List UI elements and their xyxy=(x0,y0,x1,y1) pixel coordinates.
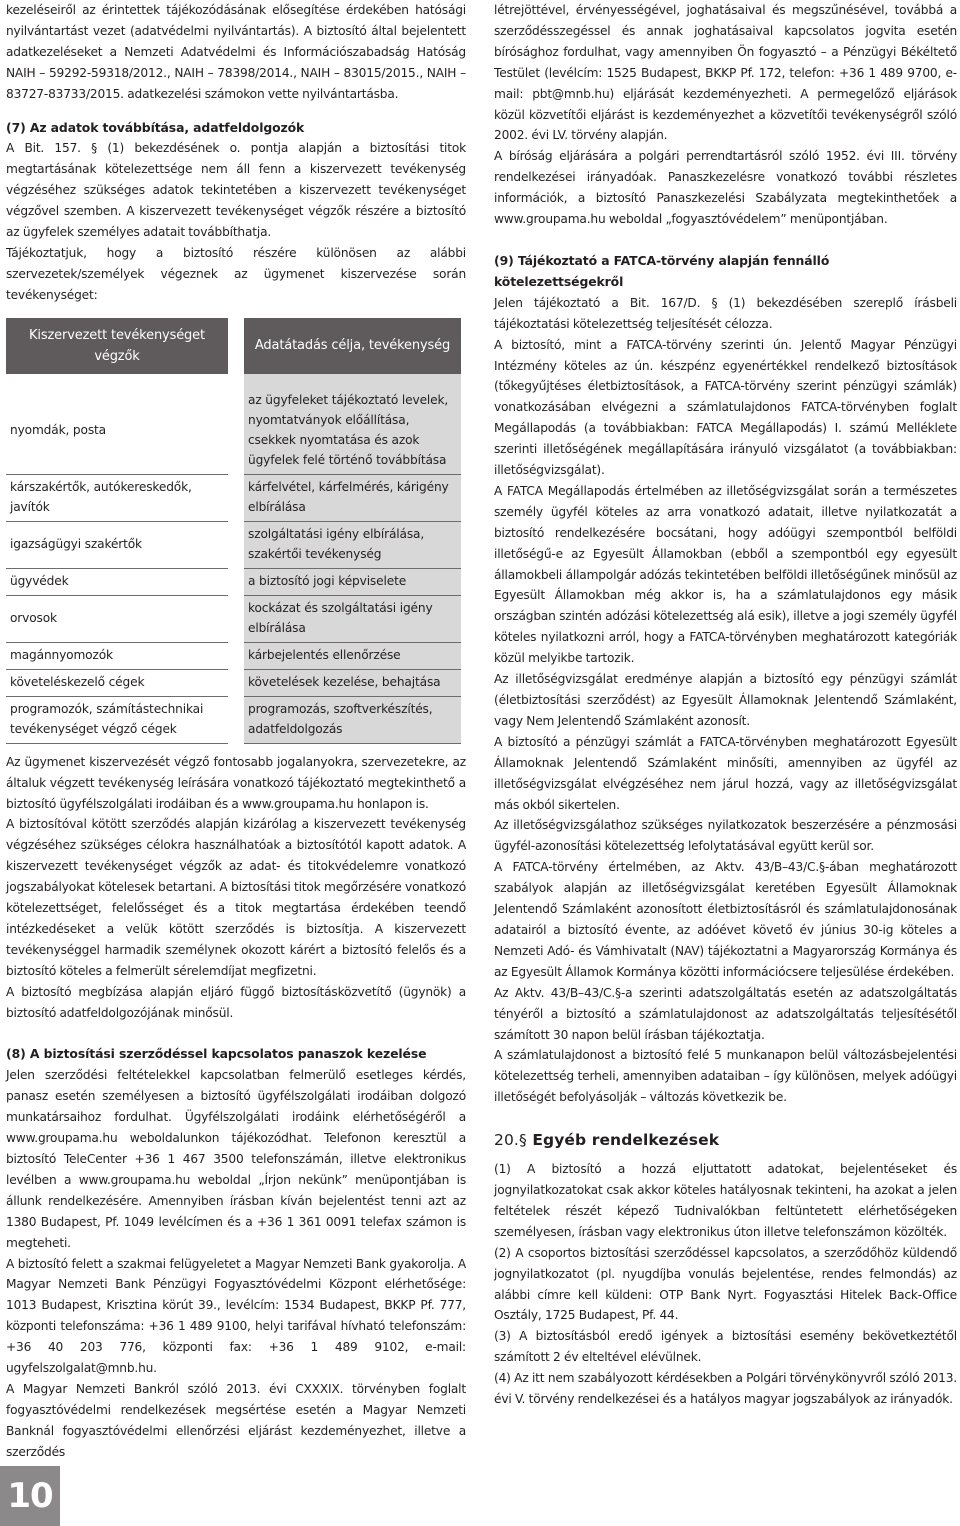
table-row xyxy=(6,669,461,696)
section-20-paragraph-1: (1) A biztosító a hozzá eljuttatott adatokat, bejelentéseket és jognyilatkozatokat csak akkor köteles hatályosnak tekinteni, ha azokat a jelen feltételek részét képező Tudnivalókban feltüntetett elérhetőségeken személyesen, írásban vagy elektronikus úton illetve telefonszámon közölték. xyxy=(494,1162,957,1239)
table-cell-purpose: szolgáltatási igény elbírálása, szakértői tevékenység xyxy=(236,521,461,568)
section-20-heading xyxy=(494,1129,957,1151)
section-7-paragraph-1: A Bit. 157. § (1) bekezdésének o. pontja alapján a biztosítási titok megtartásának kötelezettsége nem áll fenn a kiszervezett tevékenység végzéséhez szükséges adatok tekintetében a kiszervezett tevékenységet végzővel szemben. A kiszervezett tevékenységet végzők részére a biztosító az ügyfelek személyes adatait továbbíthatja. xyxy=(6,141,466,240)
table-cell-purpose: kárfelvétel, kárfelmérés, kárigény elbírálása xyxy=(236,474,461,521)
section-9-paragraph-4: Az illetőségvizsgálat eredménye alapján a biztosító egy pénzügyi számlát (életbiztosítási szerződést) az Egyesült Államoknak Jelentendő Számlaként, vagy Nem Jelentendő Számlaként azonosít. xyxy=(494,672,957,728)
page-number: 10 xyxy=(0,1466,60,1526)
table-cell-who: magánnyomozók xyxy=(6,642,236,669)
outsourcing-table xyxy=(6,318,461,744)
table-cell-purpose: az ügyfeleket tájékoztató levelek, nyomtatványok előállítása, csekkek nyomtatása és azok ügyfelek felé történő továbbítása xyxy=(236,374,461,475)
table-cell-who: kárszakértők, autókereskedők, javítók xyxy=(6,474,236,521)
section-8-paragraph-3: A Magyar Nemzeti Bankról szóló 2013. évi CXXXIX. törvényben foglalt fogyasztóvédelmi rendelkezések megsértése esetén a Magyar Nemzeti Banknál fogyasztóvédelmi ellenőrzési eljárást kezdeményezhet, illetve a szerződés xyxy=(6,1381,466,1459)
section-7-paragraph-2: Tájékoztatjuk, hogy a biztosító részére különösen az alábbi szervezetek/személyek végeznek az ügymenet kiszervezése során tevékenységet: xyxy=(6,245,466,302)
table-row xyxy=(6,568,461,595)
after-table-paragraph-3: A biztosító megbízása alapján eljáró függő biztosításközvetítő (ügynök) a biztosító adatfeldolgozójának minősül. xyxy=(6,984,466,1020)
section-20-paragraph-2: (2) A csoportos biztosítási szerződéssel kapcsolatos, a szerződőhöz küldendő jognyilatkozatot (pl. nyugdíjba vonulás bejelentése, rendes felmondás) az alábbi címre kell küldeni: OTP Bank Nyrt. Fogyasztási Hitelek Back-Office Osztály, 1725 Budapest, Pf. 44. xyxy=(494,1245,957,1323)
table-row xyxy=(6,595,461,642)
section-9-paragraph-9: A számlatulajdonost a biztosító felé 5 munkanapon belül változásbejelentési kötelezettség terheli, amennyiben adataiban – így különösen, melyek adóügyi illetőségét befolyásolják – változás következik be. xyxy=(494,1048,957,1105)
section-9-paragraph-1: Jelen tájékoztató a Bit. 167/D. § (1) bekezdésében szereplő írásbeli tájékoztatási kötelezettség teljesítését célozza. xyxy=(494,295,957,331)
right-column xyxy=(494,0,957,1410)
section-8-heading: (8) A biztosítási szerződéssel kapcsolatos panaszok kezelése xyxy=(6,1046,427,1062)
section-7-heading: (7) Az adatok továbbítása, adatfeldolgozók xyxy=(6,119,305,135)
court-procedure-paragraph: A bíróság eljárására a polgári perrendtartásról szóló 1952. évi III. törvény rendelkezései irányadóak. Panaszkezelésre vonatkozó további részletes információk, a biztosító Panaszkezelési Szabályzata megtekinthetőek a www.groupama.hu weboldal „fogyasztóvédelem” menüpontjában. xyxy=(494,149,957,227)
section-20-paragraph-3: (3) A biztosításból eredő igények a biztosítási esemény bekövetkeztétől számított 2 év elteltével elévülnek. xyxy=(494,1329,957,1365)
section-9-heading: (9) Tájékoztató a FATCA-törvény alapján fennálló kötelezettségekről xyxy=(494,252,830,289)
section-20-number: 20.§ xyxy=(494,1131,527,1150)
intro-paragraph: kezeléseiről az érintettek tájékozódásának elősegítése érdekében hatósági nyilvántartást vezet (adatvédelmi nyilvántartás). A biztosító által bejelentett adatkezeléseket a Nemzeti Adatvédelmi és Információszabadság Hatóság NAIH – 59292-59318/2012., NAIH – 78398/2014., NAIH – 83015/2015., NAIH – 83727-83733/2015. adatkezelési számokon vette nyilvántartásba. xyxy=(6,3,466,101)
section-9-paragraph-3: A FATCA Megállapodás értelmében az illetőségvizsgálat során a természetes személy ügyfél köteles az arra vonatkozó adatait, illetve nyilatkozatát a biztosító rendelkezésére bocsátani, hogy adóügyi szempontból belföldi illetőségű-e az Egyesült Államokban (ebből a szempontból egy egyesült államokbeli állampolgár adózás tekintetében belföldi illetőségűnek minősül az Egyesült Államokban még akkor is, ha a számlatulajdonos egy másik országban szintén adózási kötelezettség alá esik), illetve a jogi személy ügyfél köteles nyilatkozni arról, hogy a FATCA-törvényben meghatározott kategóriák közül melyikbe tartozik. xyxy=(494,483,957,666)
table-row xyxy=(6,521,461,568)
table-cell-purpose: programozás, szoftverkészítés, adatfeldolgozás xyxy=(236,696,461,743)
section-20-paragraph-4: (4) Az itt nem szabályozott kérdésekben a Polgári törvénykönyvről szóló 2013. évi V. törvény rendelkezései és a hatályos magyar jogszabályok az irányadók. xyxy=(494,1371,957,1407)
complaints-continued-paragraph: létrejöttével, érvényességével, joghatásaival és megszűnésével, továbbá a szerződésszegéssel és annak joghatásaival kapcsolatos jogvita esetén bírósághoz fordulhat, vagy amennyiben Ön fogyasztó – a Pénzügyi Békéltető Testület (levélcím: 1525 Budapest, BKKP Pf. 172, telefon: +36 1 489 9700, e-mail: pbt@mnb.hu) eljárását kezdeményezheti. A permegelőző eljárások közül közvetítői eljárást is kezdeményezhet a közvetítői tevékenységről szóló 2002. évi LV. törvény alapján. xyxy=(494,3,957,143)
section-8-paragraph-2: A biztosító felett a szakmai felügyeletet a Magyar Nemzeti Bank gyakorolja. A Magyar Nemzeti Bank Pénzügyi Fogyasztóvédelmi Központ elérhetősége: 1013 Budapest, Krisztina körút 39., levélcím: 1534 Budapest, BKKP Pf. 777, központi telefonszáma: +36 1 489 9100, helyi tarifával hívható telefonszám: +36 40 203 776, központi fax: +36 1 489 9102, e-mail: ugyfelszolgalat@mnb.hu. xyxy=(6,1256,466,1376)
table-cell-who: ügyvédek xyxy=(6,568,236,595)
section-20-title: Egyéb rendelkezések xyxy=(532,1131,720,1150)
table-header-purpose: Adatátadás célja, tevékenység xyxy=(236,318,461,374)
table-row xyxy=(6,474,461,521)
table-cell-purpose: a biztosító jogi képviselete xyxy=(236,568,461,595)
table-cell-who: nyomdák, posta xyxy=(6,374,236,475)
section-8-paragraph-1: Jelen szerződési feltételekkel kapcsolatban felmerülő esetleges kérdés, panasz esetén személyesen a biztosító ügyfélszolgálati irodáiban dolgozó munkatársaihoz fordulhat. Ügyfélszolgálati irodáink elérhetőségéről a www.groupama.hu weboldalunkon tájékozódhat. Telefonon keresztül a biztosító TeleCenter +36 1 467 3500 telefonszámán, illetve elektronikus levélben a www.groupama.hu weboldal „Írjon nekünk” menüpontjában is állunk rendelkezésére. Amennyiben írásban kíván bejelentést tenni azt az 1380 Budapest, Pf. 1049 levélcímen és a +36 1 361 0091 telefax számon is megteheti. xyxy=(6,1068,466,1250)
section-9-paragraph-6: Az illetőségvizsgálathoz szükséges nyilatkozatok beszerzésére a pénzmosási ügyfél-azonosítási kötelezettség lefolytatásával együtt kerül sor. xyxy=(494,818,957,854)
section-9-paragraph-7: A FATCA-törvény értelmében, az Aktv. 43/B–43/C.§-ában meghatározott szabályok alapján az illetőségvizsgálat keretében Egyesült Államoknak Jelentendő Számlaként azonosított életbiztosításról és számlatulajdonosának adatairól a biztosító évente, az adóévet követő év június 30-ig köteles a Nemzeti Adó- és Vámhivatalt (NAV) tájékoztatni a Magyarország Kormánya és az Egyesült Államok Kormánya közötti információcsere teljesülése érdekében. xyxy=(494,860,957,979)
table-header-outsourcers: Kiszervezett tevékenységet végzők xyxy=(6,318,236,374)
table-row xyxy=(6,642,461,669)
table-cell-purpose: követelések kezelése, behajtása xyxy=(236,669,461,696)
after-table-paragraph-1: Az ügymenet kiszervezését végző fontosabb jogalanyokra, szervezetekre, az általuk végzett tevékenység leírására vonatkozó tájékoztató megtekinthető a biztosító ügyfélszolgálati irodáiban és a www.groupama.hu honlapon is. xyxy=(6,754,466,811)
table-cell-who: követeléskezelő cégek xyxy=(6,669,236,696)
section-9-paragraph-2: A biztosító, mint a FATCA-törvény szerinti ún. Jelentő Magyar Pénzügyi Intézmény köteles az ún. készpénz egyenértékkel rendelkező biztosítások (tőkegyűjtéses életbiztosítások, a FATCA-törvény szerint pénzügyi számlák) vonatkozásában elvégezni a számlatulajdonos FATCA-törvényben foglalt Megállapodás (a továbbiakban: FATCA Megállapodás) I. számú Melléklete szerinti illetőségének megállapítására irányuló vizsgálatot (a továbbiakban: illetőségvizsgálat). xyxy=(494,337,957,478)
table-row xyxy=(6,696,461,743)
after-table-paragraph-2: A biztosítóval kötött szerződés alapján kizárólag a kiszervezett tevékenység végzéséhez szükséges célokra használhatóak a biztosítótól kapott adatok. A kiszervezett tevékenységet végzők az adat- és titokvédelemre vonatkozó jogszabályokat kötelesek betartani. A biztosítási titok megőrzésére vonatkozó kötelezettséget, felelősséget és a titok megtartása érdekében teendő intézkedéseket a velük kötött szerződés is biztosítja. A kiszervezett tevékenységgel harmadik személynek okozott kárért a biztosító felelős és a biztosító köteles a felmerült sérelemdíjat megfizetni. xyxy=(6,817,466,978)
left-column xyxy=(6,0,466,1463)
table-cell-who: igazságügyi szakértők xyxy=(6,521,236,568)
table-cell-who: programozók, számítástechnikai tevékenységet végző cégek xyxy=(6,696,236,743)
table-cell-purpose: kockázat és szolgáltatási igény elbírálása xyxy=(236,595,461,642)
table-cell-purpose: kárbejelentés ellenőrzése xyxy=(236,642,461,669)
section-9-paragraph-5: A biztosító a pénzügyi számlát a FATCA-törvényben meghatározott Egyesült Államoknak Jelentendő Számlaként minősíti, amennyiben az ügyfél az illetőségvizsgálat elvégzéséhez nem járul hozzá, vagy az illetőségvizsgálat más okból sikertelen. xyxy=(494,734,957,812)
section-9-paragraph-8: Az Aktv. 43/B–43/C.§-a szerinti adatszolgáltatás esetén az adatszolgáltatás tényéről a biztosító a számlatulajdonost az adatszolgáltatás teljesítésétől számított 30 napon belül írásban tájékoztatja. xyxy=(494,985,957,1042)
table-cell-who: orvosok xyxy=(6,595,236,642)
table-row xyxy=(6,374,461,475)
